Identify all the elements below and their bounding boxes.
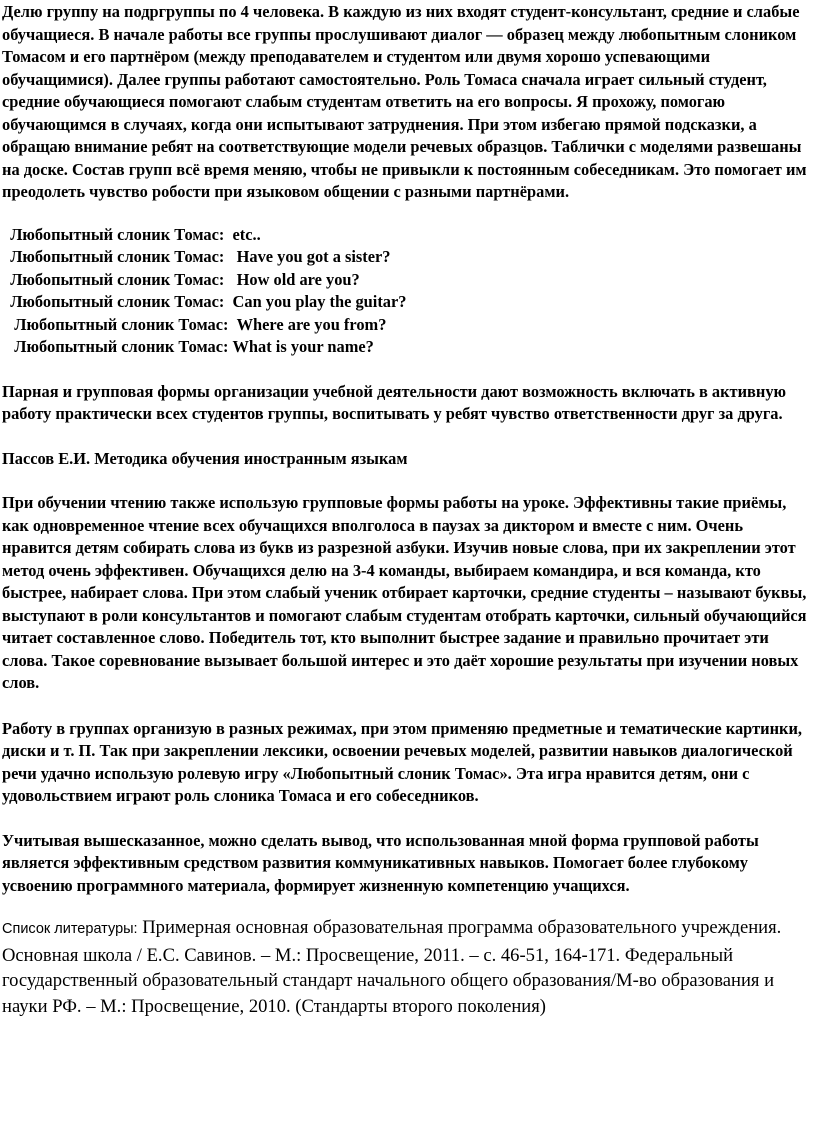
paragraph-conclusion: Учитывая вышесказанное, можно сделать вывод, что использованная мной форма групповой работы является эффективным средством развития коммуникативных навыков. Помогает более глубокому усвоению программного материала, формирует жизненную компетенцию учащихся. — [2, 830, 759, 895]
dialog-line: Любопытный слоник Томас: Have you got a sister? — [2, 247, 391, 266]
dialog-line: Любопытный слоник Томас: How old are you? — [2, 269, 360, 289]
dialog-sample — [2, 224, 812, 359]
paragraph-pair-forms: Парная и групповая формы организации учебной деятельности дают возможность включать в активную работу практически всех студентов группы, воспитывать у ребят чувство ответственности друг за друга. — [2, 381, 787, 423]
document-page — [2, 0, 812, 1019]
paragraph-modes: Работу в группах организую в разных режимах, при этом применяю предметные и тематические картинки, диски и т. П. Так при закреплении лексики, освоении речевых моделей, развитии навыков диалогической речи удачно использую ролевую игру «Любопытный слоник Томас». Эта игра нравится детям, они с удовольствием играют роль слоника Томаса и его собеседников. — [2, 718, 803, 805]
references-text: Примерная основная образовательная программа образовательного учреждения. Основная школа / Е.С. Савинов. – М.: Просвещение, 2011. – с. 46-51, 164-171. Федеральный государственный образовательный стандарт начального общего образования/М-во образования и науки РФ. – М.: Просвещение, 2010. (Стандарты второго поколения) — [2, 917, 782, 1017]
dialog-line: Любопытный слоник Томас: Can you play the guitar? — [2, 292, 407, 311]
references — [2, 915, 812, 1019]
paragraph-reading: При обучении чтению также использую групповые формы работы на уроке. Эффективны такие приёмы, как одновременное чтение всех обучащихся вполголоса в паузах за диктором и вместе с ним. Очень нравится детям собирать слова из букв из разрезной азбуки. Изучив новые слова, при их закреплении этот метод очень эффективен. Обучащихся делю на 3-4 команды, выбираем командира, и вся команда, кто быстрее, набирает слова. При этом слабый ученик отбирает карточки, средние студенты – называют буквы, выступают в роли консультантов и помогают слабым студентам отобрать карточки, сильный обучающийся читает составленное слово. Победитель тот, кто выполнит быстрее задание и правильно прочитает эти слова. Такое соревнование вызывает большой интерес и это даёт хорошие результаты при изучении новых слов. — [2, 493, 807, 692]
references-label: Список литературы: — [2, 921, 138, 937]
dialog-line: Любопытный слоник Томас: etc.. — [2, 224, 261, 244]
paragraph-group-work: Делю группу на подргруппы по 4 человека. В каждую из них входят студент-консультант, средние и слабые обучащиеся. В начале работы все группы прослушивают диалог — образец между любопытным слоником Томасом и его партнёром (между преподавателем и студентом или двумя хорошо успевающими обучащимися). Далее группы работают самостоятельно. Роль Томаса сначала играет сильный студент, средние обучающиеся помогают слабым студентам ответить на его вопросы. Я прохожу, помогаю обучающимся в случаях, когда они испытывают затруднения. При этом избегаю прямой подсказки, а обращаю внимание ребят на соответствующие модели речевых образцов. Таблички с моделями развешаны на доске. Состав групп всё время меняю, чтобы не привыкли к постоянным собеседникам. Это помогает им преодолеть чувство робости при языковом общении с разными партнёрами. — [2, 2, 807, 201]
dialog-line: Любопытный слоник Томас: What is your name? — [2, 337, 374, 356]
dialog-line: Любопытный слоник Томас: Where are you from? — [2, 314, 387, 334]
citation-passov: Пассов Е.И. Методика обучения иностранным языкам — [2, 448, 408, 468]
